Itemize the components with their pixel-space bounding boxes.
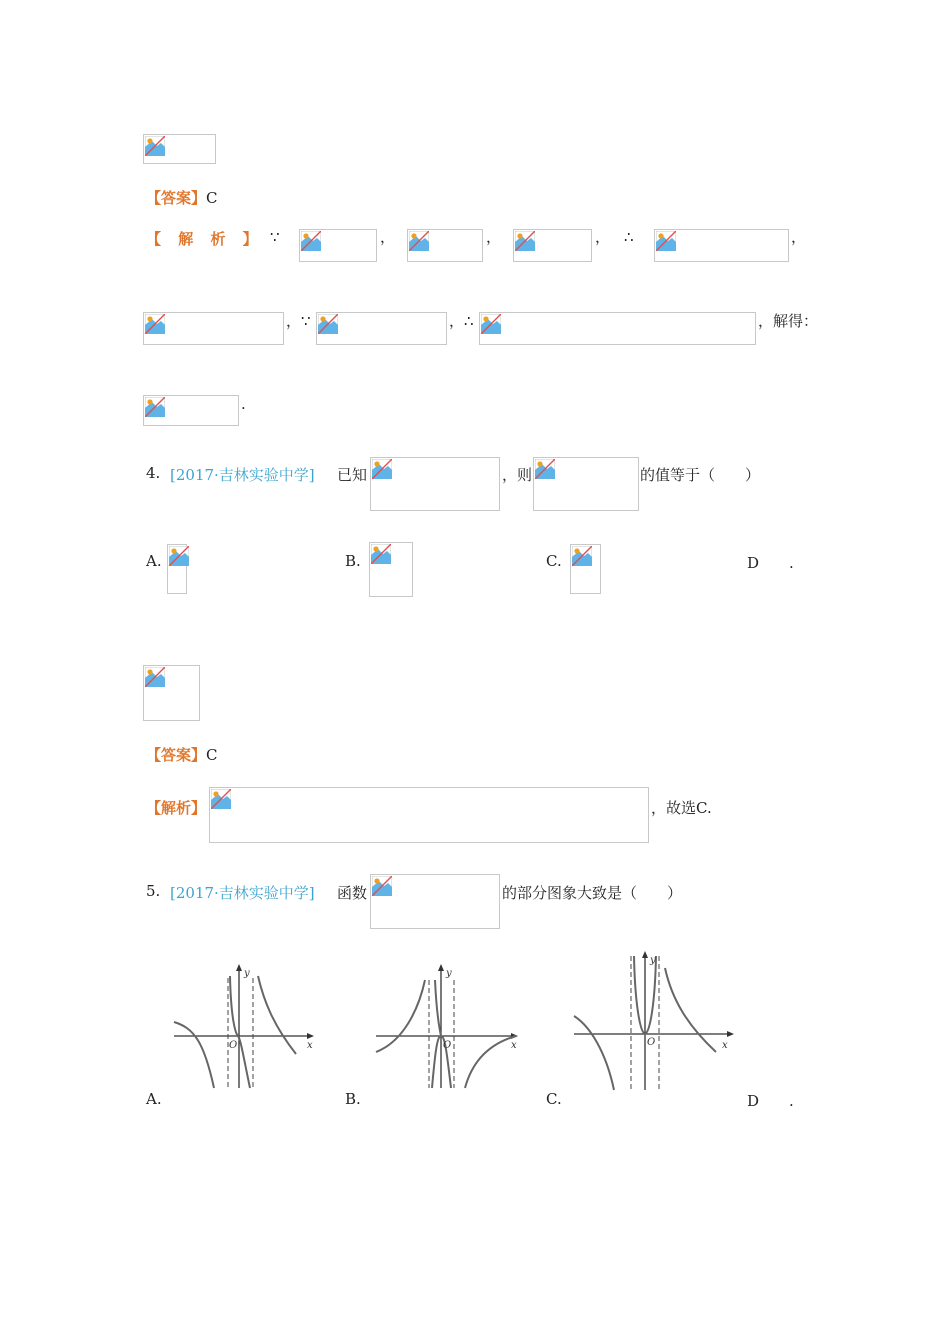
- analysis-label: 【解析】: [146, 799, 207, 817]
- question-number: 5.: [146, 882, 161, 900]
- formula-image: [299, 229, 377, 262]
- comma: ，: [449, 312, 465, 330]
- formula-image: [533, 457, 639, 511]
- because-symbol: ∵: [301, 312, 311, 330]
- question-text: ，则: [502, 466, 533, 484]
- question-text: 的部分图象大致是（ ）: [502, 884, 683, 902]
- answer-line-q4: [146, 744, 218, 765]
- question-source: [2017·吉林实验中学]: [170, 884, 315, 902]
- option-b-graph[interactable]: [372, 962, 522, 1092]
- axis-y-label: y: [244, 968, 250, 979]
- axis-x-label: x: [307, 1040, 313, 1051]
- answer-label: 【答案】: [146, 189, 207, 207]
- question-number: 4.: [146, 464, 161, 482]
- analysis-label: 【 解 析 】: [146, 230, 264, 248]
- formula-image: [143, 134, 216, 164]
- solve-text: ，解得：: [758, 312, 819, 330]
- origin-label: O: [443, 1040, 452, 1051]
- axis-y-label: y: [650, 955, 656, 966]
- formula-image: [654, 229, 789, 262]
- formula-image: [479, 312, 756, 345]
- formula-image: [370, 457, 500, 511]
- option-b-formula[interactable]: [369, 542, 413, 597]
- axis-y-label: y: [446, 968, 452, 979]
- question-text: 的值等于（ ）: [640, 466, 761, 484]
- question-text: 已知: [337, 466, 368, 484]
- comma: ，: [791, 228, 807, 246]
- formula-image: [209, 787, 649, 843]
- therefore-symbol: ∴: [464, 312, 474, 330]
- axis-x-label: x: [511, 1040, 517, 1051]
- comma: ，: [595, 228, 611, 246]
- question-text: 函数: [337, 884, 368, 902]
- comma: ，: [286, 312, 302, 330]
- comma: ，: [486, 228, 502, 246]
- origin-label: O: [229, 1040, 238, 1051]
- conclusion-text: ，故选C.: [651, 799, 712, 817]
- option-c-formula[interactable]: [570, 544, 601, 594]
- formula-image: [143, 312, 284, 345]
- origin-label: O: [647, 1037, 656, 1048]
- comma: ，: [380, 228, 396, 246]
- option-b-label[interactable]: B.: [345, 552, 361, 570]
- answer-label: 【答案】: [146, 746, 207, 764]
- formula-image: [316, 312, 447, 345]
- option-d-label[interactable]: D .: [747, 1092, 794, 1110]
- option-c-label[interactable]: C.: [546, 552, 562, 570]
- option-c-label[interactable]: C.: [546, 1090, 562, 1108]
- answer-value: C: [206, 189, 218, 207]
- therefore-symbol: ∴: [624, 228, 634, 246]
- answer-line-q3: [146, 187, 218, 208]
- option-a-label[interactable]: A.: [146, 1090, 162, 1108]
- option-d-label[interactable]: D .: [747, 554, 794, 572]
- option-a-graph[interactable]: [168, 962, 318, 1092]
- answer-value: C: [206, 746, 218, 764]
- formula-image: [143, 665, 200, 721]
- axis-x-label: x: [722, 1040, 728, 1051]
- formula-image: [370, 874, 500, 929]
- formula-image: [143, 395, 239, 426]
- option-a-formula[interactable]: [167, 544, 187, 594]
- option-c-graph[interactable]: [570, 948, 738, 1092]
- because-symbol: ∵: [270, 228, 280, 246]
- option-b-label[interactable]: B.: [345, 1090, 361, 1108]
- formula-image: [513, 229, 592, 262]
- period: .: [241, 395, 246, 413]
- option-a-label[interactable]: A.: [146, 552, 162, 570]
- question-source: [2017·吉林实验中学]: [170, 466, 315, 484]
- formula-image: [407, 229, 483, 262]
